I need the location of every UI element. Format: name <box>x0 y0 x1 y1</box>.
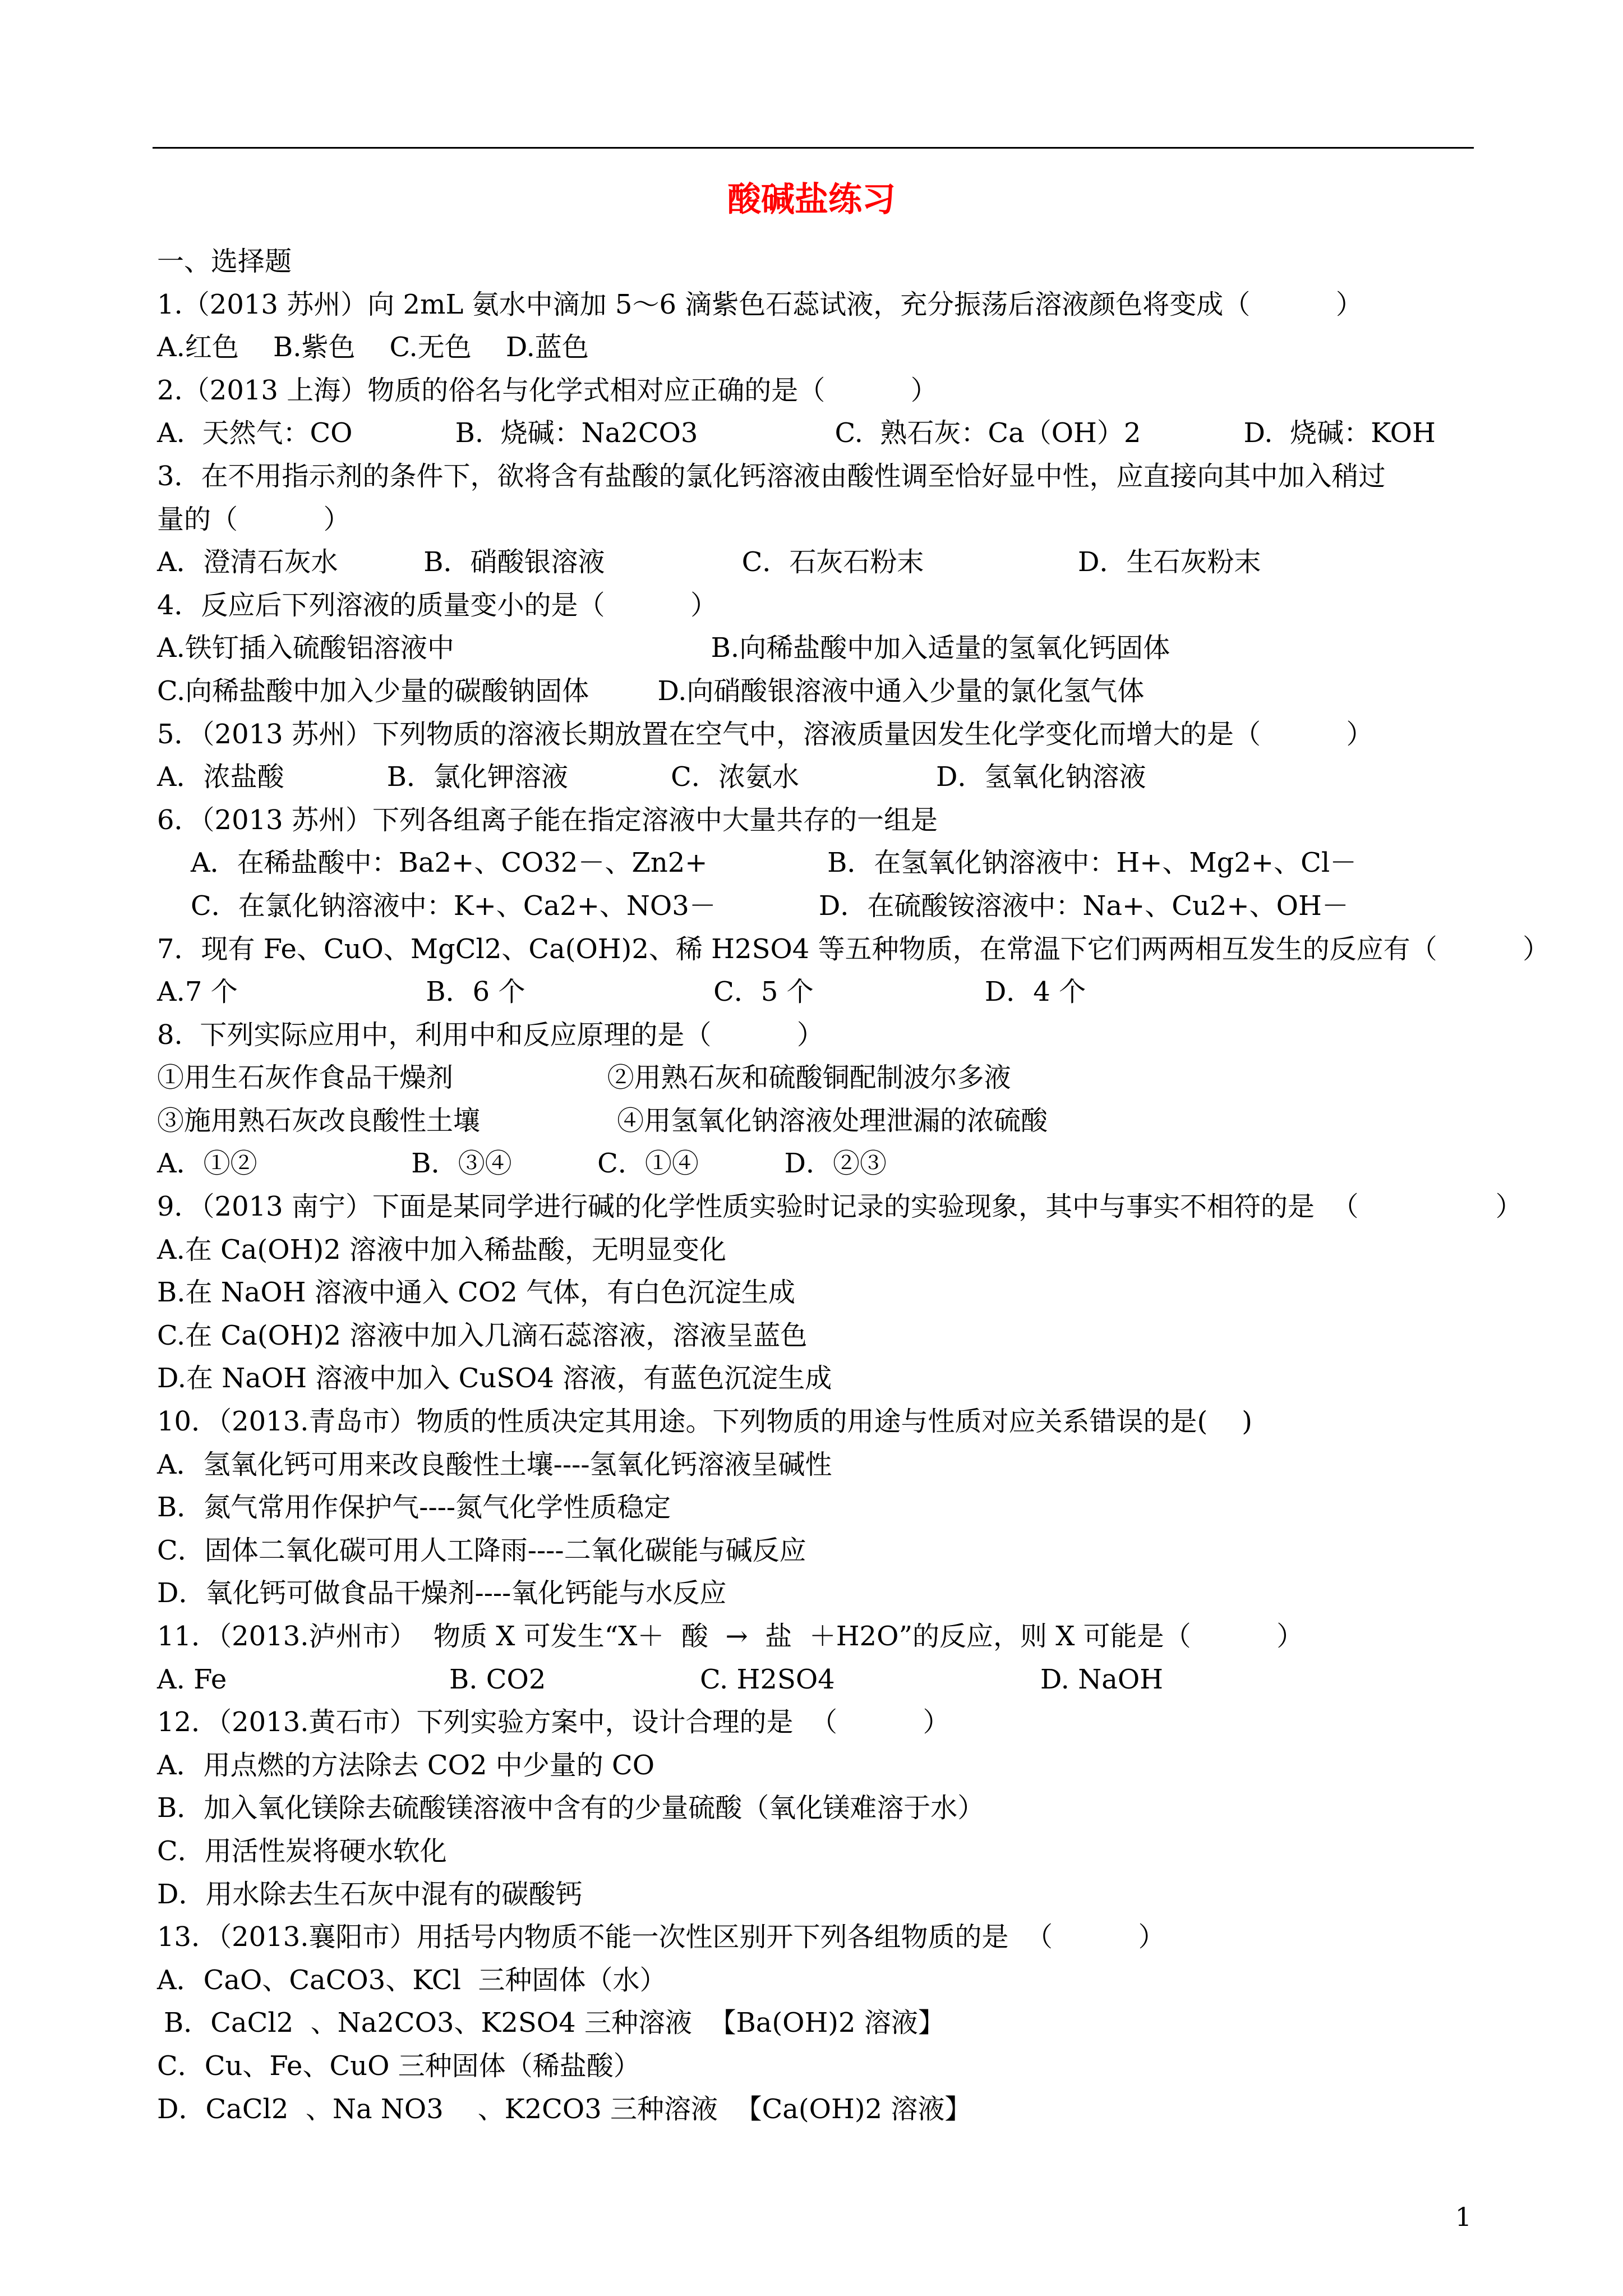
document-title: 酸碱盐练习 <box>727 180 896 219</box>
answer-option: D．氧化钙可做食品干燥剂----氧化钙能与水反应 <box>157 1577 727 1609</box>
question-stem: 5．（2013 苏州）下列物质的溶液长期放置在空气中，溶液质量因发生化学变化而增大的是（ ） <box>157 718 1373 750</box>
question-stem: 9．（2013 南宁）下面是某同学进行碱的化学性质实验时记录的实验现象，其中与事实不相符的是 （ ） <box>157 1191 1523 1223</box>
statement-list: ③施用熟石灰改良酸性土壤 ④用氢氧化钠溶液处理泄漏的浓硫酸 <box>157 1105 1048 1137</box>
answer-option: A．氢氧化钙可用来改良酸性土壤----氢氧化钙溶液呈碱性 <box>157 1448 832 1480</box>
answer-option: A.在 Ca(OH)2 溶液中加入稀盐酸，无明显变化 <box>157 1234 726 1266</box>
answer-option: A．用点燃的方法除去 CO2 中少量的 CO <box>157 1749 655 1781</box>
answer-option: D.在 NaOH 溶液中加入 CuSO4 溶液，有蓝色沉淀生成 <box>157 1363 832 1395</box>
answer-options: A.铁钉插入硫酸铝溶液中 B.向稀盐酸中加入适量的氢氧化钙固体 <box>157 632 1170 664</box>
answer-options: A．澄清石灰水 B．硝酸银溶液 C．石灰石粉末 D．生石灰粉末 <box>157 546 1261 578</box>
answer-options: A．①② B．③④ C．①④ D．②③ <box>157 1148 887 1180</box>
answer-option: D．CaCl2 、Na NO3 、K2CO3 三种溶液 【Ca(OH)2 溶液】 <box>157 2093 972 2125</box>
answer-option: B．氮气常用作保护气----氮气化学性质稳定 <box>157 1492 671 1524</box>
answer-options: A．在稀盐酸中：Ba2+、CO32－、Zn2+ B．在氢氧化钠溶液中：H+、Mg2+、Cl－ <box>191 847 1357 879</box>
answer-options: A. 天然气：CO B. 烧碱：Na2CO3 C. 熟石灰：Ca（OH）2 D. 烧碱：KOH <box>157 417 1436 449</box>
answer-option: C.在 Ca(OH)2 溶液中加入几滴石蕊溶液，溶液呈蓝色 <box>157 1319 808 1351</box>
answer-options: C．在氯化钠溶液中：K+、Ca2+、NO3－ D．在硫酸铵溶液中：Na+、Cu2+、OH－ <box>191 890 1349 922</box>
answer-option: C．固体二氧化碳可用人工降雨----二氧化碳能与碱反应 <box>157 1534 806 1566</box>
answer-options: A．浓盐酸 B．氯化钾溶液 C．浓氨水 D．氢氧化钠溶液 <box>157 761 1146 793</box>
answer-options: A. Fe B. CO2 C. H2SO4 D. NaOH <box>157 1663 1164 1695</box>
section-heading: 一、选择题 <box>157 246 292 277</box>
question-stem: 8. 下列实际应用中，利用中和反应原理的是（ ） <box>157 1019 824 1051</box>
header-rule <box>153 147 1474 149</box>
answer-option: A．CaO、CaCO3、KCl 三种固体（水） <box>157 1964 667 1996</box>
answer-options: A.红色 B.紫色 C.无色 D.蓝色 <box>157 332 589 364</box>
page-number: 1 <box>1455 2202 1472 2232</box>
question-stem: 6．（2013 苏州）下列各组离子能在指定溶液中大量共存的一组是 <box>157 804 938 836</box>
answer-option: B．加入氧化镁除去硫酸镁溶液中含有的少量硫酸（氧化镁难溶于水） <box>157 1792 985 1824</box>
answer-option: D．用水除去生石灰中混有的碳酸钙 <box>157 1878 583 1910</box>
question-stem-continued: 量的（ ） <box>157 503 351 535</box>
answer-option: C．用活性炭将硬水软化 <box>157 1835 447 1867</box>
question-stem: 13．（2013.襄阳市）用括号内物质不能一次性区别开下列各组物质的是 （ ） <box>157 1921 1165 1953</box>
question-stem: 11．（2013.泸州市） 物质 X 可发生“X＋ 酸 → 盐 ＋H2O”的反应，则 X 可能是（ ） <box>157 1621 1304 1652</box>
question-list <box>157 240 1550 2131</box>
question-stem: 3．在不用指示剂的条件下，欲将含有盐酸的氯化钙溶液由酸性调至恰好显中性，应直接向其中加入稍过 <box>157 460 1386 492</box>
question-stem: 10．（2013.青岛市）物质的性质决定其用途。下列物质的用途与性质对应关系错误的是( ) <box>157 1406 1252 1438</box>
answer-option: B．CaCl2 、Na2CO3、K2SO4 三种溶液 【Ba(OH)2 溶液】 <box>164 2007 945 2039</box>
question-stem: 4．反应后下列溶液的质量变小的是（ ） <box>157 589 718 621</box>
statement-list: ①用生石灰作食品干燥剂 ②用熟石灰和硫酸铜配制波尔多液 <box>157 1062 1011 1094</box>
answer-option: B.在 NaOH 溶液中通入 CO2 气体，有白色沉淀生成 <box>157 1277 796 1309</box>
answer-option: C．Cu、Fe、CuO 三种固体（稀盐酸） <box>157 2050 640 2082</box>
question-stem: 1.（2013 苏州）向 2mL 氨水中滴加 5～6 滴紫色石蕊试液，充分振荡后溶液颜色将变成（ ） <box>157 288 1363 320</box>
answer-options: C.向稀盐酸中加入少量的碳酸钠固体 D.向硝酸银溶液中通入少量的氯化氢气体 <box>157 675 1145 707</box>
question-stem: 7．现有 Fe、CuO、MgCl2、Ca(OH)2、稀 H2SO4 等五种物质，在常温下它们两两相互发生的反应有（ ） <box>157 933 1550 965</box>
question-stem: 12．（2013.黄石市）下列实验方案中，设计合理的是 （ ） <box>157 1706 950 1738</box>
question-stem: 2.（2013 上海）物质的俗名与化学式相对应正确的是（ ） <box>157 374 938 406</box>
answer-options: A.7 个 B．6 个 C．5 个 D．4 个 <box>157 976 1086 1008</box>
